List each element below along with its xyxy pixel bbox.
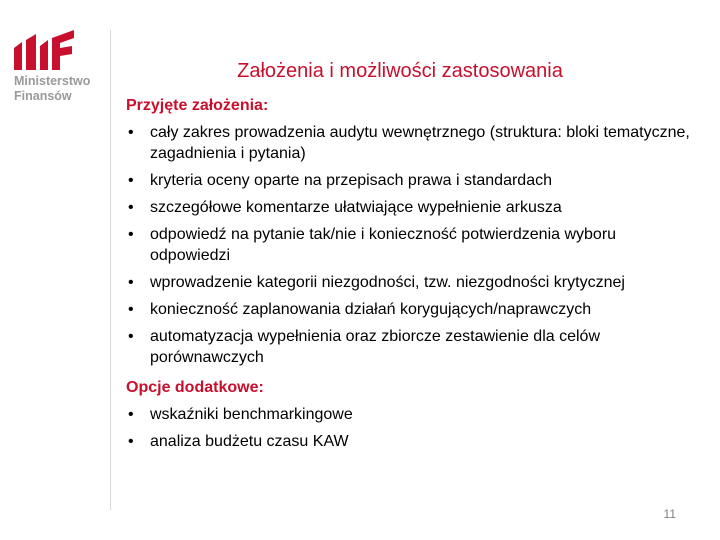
list-item-text: wprowadzenie kategorii niezgodności, tzw. niezgodności krytycznej (150, 274, 625, 291)
section-heading-options: Opcje dodatkowe: (126, 379, 264, 396)
ministry-logo (14, 30, 104, 104)
list-item (126, 197, 696, 218)
page-title: Założenia i możliwości zastosowania (237, 60, 563, 82)
options-list (126, 404, 696, 452)
list-item (126, 170, 696, 191)
list-item (126, 224, 696, 266)
list-item (126, 404, 696, 425)
bullet: • (128, 274, 134, 291)
divider-line (110, 30, 111, 510)
section-heading-assumptions: Przyjęte założenia: (126, 97, 269, 114)
logo-line2: Finansów (14, 89, 72, 103)
list-item-text: szczegółowe komentarze ułatwiające wypełnienie arkusza (150, 199, 562, 216)
bullet: • (128, 172, 134, 189)
bullet: • (128, 301, 134, 318)
list-item (126, 122, 696, 164)
bullet: • (128, 226, 134, 243)
assumptions-list (126, 122, 696, 368)
content (126, 96, 696, 458)
page-number: 11 (663, 507, 676, 521)
bullet: • (128, 328, 134, 345)
list-item-text: analiza budżetu czasu KAW (150, 433, 349, 450)
logo-line1: Ministerstwo (14, 74, 91, 88)
list-item-text: wskaźniki benchmarkingowe (150, 406, 353, 423)
bullet: • (128, 433, 134, 450)
bullet: • (128, 199, 134, 216)
bullet: • (128, 406, 134, 423)
list-item-text: odpowiedź na pytanie tak/nie i konieczność potwierdzenia wyboru odpowiedzi (150, 226, 617, 264)
bullet: • (128, 124, 134, 141)
list-item (126, 299, 696, 320)
list-item-text: automatyzacja wypełnienia oraz zbiorcze zestawienie dla celów porównawczych (150, 328, 601, 366)
list-item (126, 431, 696, 452)
list-item (126, 272, 696, 293)
list-item (126, 326, 696, 368)
mf-logo-icon (14, 30, 76, 70)
list-item-text: kryteria oceny oparte na przepisach prawa i standardach (150, 172, 552, 189)
list-item-text: cały zakres prowadzenia audytu wewnętrznego (struktura: bloki tematyczne, zagadnienia i pytania) (150, 124, 690, 162)
list-item-text: konieczność zaplanowania działań korygujących/naprawczych (150, 301, 592, 318)
